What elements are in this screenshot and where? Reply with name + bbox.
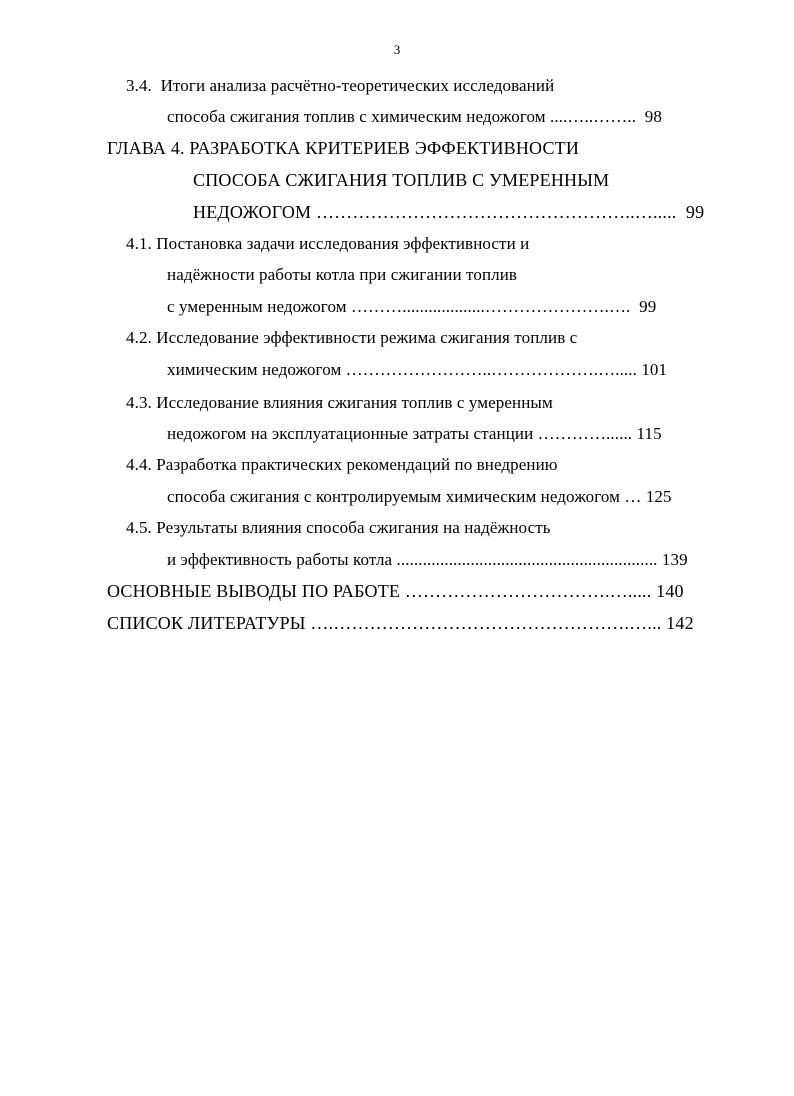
toc-section-4-2-line-1: 4.2. Исследование эффективности режима сжигания топлив с bbox=[126, 328, 578, 347]
toc-section-4-3-line-1: 4.3. Исследование влияния сжигания топлив с умеренным bbox=[126, 393, 553, 412]
toc-section-4-1-line-1: 4.1. Постановка задачи исследования эффективности и bbox=[126, 234, 530, 253]
page-number: 3 bbox=[393, 42, 401, 57]
toc-section-4-3-line-2: недожогом на эксплуатационные затраты станции …………...... 115 bbox=[167, 424, 662, 443]
toc-chapter-4-line-2: СПОСОБА СЖИГАНИЯ ТОПЛИВ С УМЕРЕННЫМ bbox=[193, 170, 610, 190]
toc-section-4-1-line-3: с умеренным недожогом ………...................………………….…. 99 bbox=[167, 297, 657, 316]
toc-chapter-4-line-3: НЕДОЖОГОМ ……………………………………………..…..... 99 bbox=[193, 202, 705, 222]
toc-chapter-4-line-1: ГЛАВА 4. РАЗРАБОТКА КРИТЕРИЕВ ЭФФЕКТИВНОСТИ bbox=[107, 138, 580, 158]
toc-section-4-4-line-2: способа сжигания с контролируемым химическим недожогом … 125 bbox=[167, 487, 672, 506]
toc-section-4-2-line-2: химическим недожогом ……………………..……………….…..... 101 bbox=[167, 360, 668, 379]
toc-section-4-4-line-1: 4.4. Разработка практических рекомендаций по внедрению bbox=[126, 455, 558, 474]
toc-section-4-5-line-2: и эффективность работы котла ............................................................ 139 bbox=[167, 550, 688, 569]
toc-section-3-4-line-1: 3.4. Итоги анализа расчётно-теоретических исследований bbox=[126, 76, 555, 95]
toc-section-3-4-line-2: способа сжигания топлив с химическим недожогом ....…..…….. 98 bbox=[167, 107, 662, 126]
toc-conclusions: ОСНОВНЫЕ ВЫВОДЫ ПО РАБОТЕ …………………………….…..... 140 bbox=[107, 581, 684, 601]
toc-references: СПИСОК ЛИТЕРАТУРЫ ….………………………………………….…... 142 bbox=[107, 613, 694, 633]
toc-section-4-1-line-2: надёжности работы котла при сжигании топлив bbox=[167, 265, 518, 284]
toc-section-4-5-line-1: 4.5. Результаты влияния способа сжигания на надёжность bbox=[126, 518, 551, 537]
